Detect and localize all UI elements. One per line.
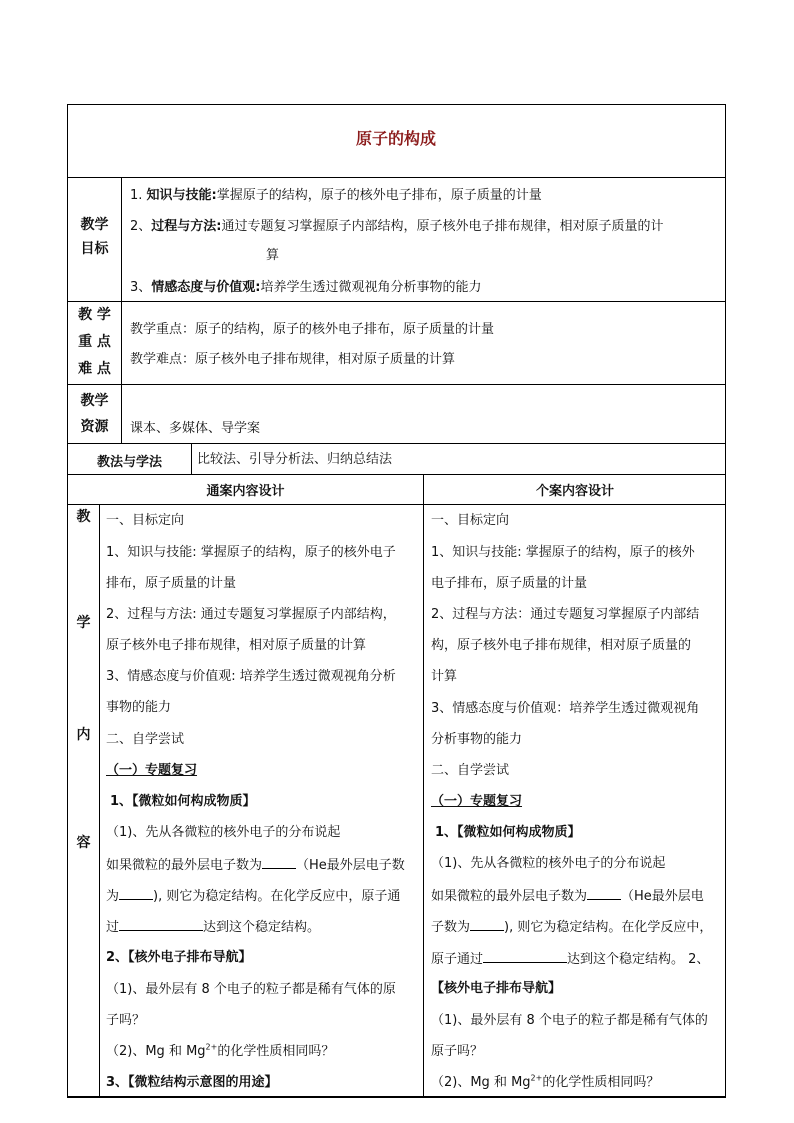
- blank-line: [262, 856, 296, 869]
- objective-item-2-cont: 算: [266, 248, 280, 263]
- key-points-label-line: 重 点: [78, 334, 111, 350]
- objective-item-3: [130, 280, 482, 295]
- left-line: 原子核外电子排布规律，相对原子质量的计算: [106, 638, 367, 653]
- left-line: 二、自学尝试: [106, 732, 185, 747]
- objective-text: 掌握原子的结构，原子的核外电子排布，原子质量的计量: [216, 188, 542, 203]
- superscript: 2+: [530, 1073, 543, 1083]
- objective-number: 1.: [130, 188, 147, 203]
- difficulty-line: 教学难点：原子核外电子排布规律，相对原子质量的计算: [130, 352, 456, 367]
- row-divider: [67, 1096, 726, 1097]
- row-divider: [67, 384, 726, 385]
- left-text: 达到这个稳定结构。: [203, 920, 321, 935]
- right-line: 分析事物的能力: [431, 732, 523, 747]
- objective-text: 培养学生透过微观视角分析事物的能力: [260, 280, 482, 295]
- right-line: （1)、先从各微粒的核外电子的分布说起: [431, 856, 666, 871]
- right-line: 1、知识与技能: 掌握原子的结构，原子的核外: [431, 545, 695, 560]
- left-line: 1、知识与技能: 掌握原子的结构，原子的核外电子: [106, 545, 396, 560]
- left-text: （He最外层电子数: [296, 858, 405, 873]
- left-line: [106, 856, 405, 873]
- right-line: 2、过程与方法：通过专题复习掌握原子内部结: [431, 607, 700, 622]
- left-text: 如果微粒的最外层电子数为: [106, 858, 263, 873]
- key-points-label-line: 难 点: [78, 361, 111, 377]
- right-line: [431, 887, 704, 904]
- objective-heading: 过程与方法:: [151, 219, 222, 234]
- left-text: （2)、Mg 和 Mg: [106, 1044, 206, 1059]
- row-divider: [67, 177, 726, 178]
- left-line: 事物的能力: [106, 700, 172, 715]
- left-line: [106, 887, 400, 904]
- column-divider: [191, 443, 192, 474]
- right-section-heading: （一）专题复习: [431, 794, 523, 809]
- left-section-heading: （一）专题复习: [106, 763, 198, 778]
- left-text: ), 则它为稳定结构。在化学反应中，原子通: [153, 889, 401, 904]
- left-line: [106, 950, 252, 965]
- blank-line: [119, 918, 203, 931]
- left-line: 一、目标定向: [106, 513, 185, 528]
- objective-number: 2、: [130, 219, 152, 234]
- lesson-plan-table: [67, 104, 726, 1098]
- objective-item-1: [130, 188, 542, 203]
- objectives-label-line: 教学: [80, 217, 109, 233]
- row-divider: [67, 443, 726, 444]
- column-divider: [423, 474, 424, 1097]
- resources-text: 课本、多媒体、导学案: [130, 421, 261, 436]
- methods-text: 比较法、引导分析法、归纳总结法: [197, 452, 393, 467]
- objective-heading: 知识与技能:: [146, 188, 217, 203]
- right-line: 二、自学尝试: [431, 763, 510, 778]
- left-item-heading: 【核外电子排布导航】: [128, 950, 252, 965]
- left-line: 2、过程与方法: 通过专题复习掌握原子内部结构，: [106, 607, 396, 622]
- resources-label-line: 教学: [80, 393, 109, 409]
- column-divider: [99, 504, 100, 1097]
- left-text: 的化学性质相同吗？: [217, 1044, 335, 1059]
- row-divider: [67, 474, 726, 475]
- blank-line: [470, 918, 504, 931]
- resources-label: [68, 388, 121, 440]
- objective-heading: 情感态度与价值观:: [151, 280, 261, 295]
- right-text: 达到这个稳定结构。 2、: [567, 952, 710, 967]
- blank-line: [587, 887, 621, 900]
- right-item-number: 1、: [435, 825, 458, 840]
- key-point-line: 教学重点：原子的结构，原子的核外电子排布，原子质量的计量: [130, 322, 495, 337]
- right-line: 3、情感态度与价值观：培养学生透过微观视角: [431, 701, 700, 716]
- right-text: 的化学性质相同吗？: [542, 1075, 660, 1090]
- right-line: [435, 825, 581, 840]
- objective-number: 3、: [130, 280, 152, 295]
- right-item-heading: 【核外电子排布导航】: [431, 981, 562, 996]
- methods-label: 教法与学法: [96, 455, 162, 470]
- left-line: [106, 1075, 278, 1090]
- right-line: （1)、最外层有 8 个电子的粒子都是稀有气体的: [431, 1013, 708, 1028]
- right-line: [431, 918, 712, 935]
- process-side-label: 容: [76, 835, 91, 851]
- row-divider: [67, 301, 726, 302]
- right-text: （He最外层电: [621, 889, 704, 904]
- left-line: [106, 918, 320, 935]
- process-side-label: 内: [76, 727, 91, 743]
- left-item-number: 1、: [110, 794, 133, 809]
- right-line: 构，原子核外电子排布规律，相对原子质量的: [431, 638, 692, 653]
- left-line: 子吗？: [106, 1013, 146, 1028]
- right-line: 计算: [431, 669, 458, 684]
- right-text: 如果微粒的最外层电子数为: [431, 889, 588, 904]
- objective-text: 通过专题复习掌握原子内部结构，原子核外电子排布规律，相对原子质量的计: [221, 219, 664, 234]
- column-divider: [121, 177, 122, 444]
- right-line: 原子吗？: [431, 1044, 484, 1059]
- right-column-header: 个案内容设计: [535, 484, 614, 499]
- blank-line: [119, 887, 153, 900]
- right-line: [431, 950, 709, 967]
- left-line: （1)、最外层有 8 个电子的粒子都是稀有气体的原: [106, 982, 396, 997]
- left-item-heading: 【微粒结构示意图的用途】: [128, 1075, 278, 1090]
- left-line: [106, 1044, 334, 1059]
- right-text: 子数为: [431, 920, 471, 935]
- blank-line: [483, 950, 567, 963]
- row-divider: [67, 504, 726, 505]
- page-title: 原子的构成: [355, 129, 436, 148]
- left-column-header: 通案内容设计: [206, 484, 285, 499]
- objectives-label-line: 目标: [80, 241, 109, 257]
- right-line: 电子排布，原子质量的计量: [431, 576, 588, 591]
- right-text: ), 则它为稳定结构。在化学反应中，: [504, 920, 713, 935]
- left-item-heading: 【微粒如何构成物质】: [132, 794, 256, 809]
- right-line: [431, 1075, 659, 1090]
- key-points-label: [68, 302, 121, 383]
- objective-item-2: [130, 219, 664, 234]
- left-line: 3、情感态度与价值观: 培养学生透过微观视角分析: [106, 669, 396, 684]
- key-points-label-line: 教 学: [78, 307, 111, 323]
- right-text: 原子通过: [431, 952, 484, 967]
- right-line: 一、目标定向: [431, 513, 510, 528]
- left-text: 为: [106, 889, 120, 904]
- right-item-heading: 【微粒如何构成物质】: [457, 825, 581, 840]
- process-side-label: 教: [76, 509, 91, 525]
- right-text: （2)、Mg 和 Mg: [431, 1075, 531, 1090]
- left-text: 过: [106, 920, 120, 935]
- left-line: [110, 794, 256, 809]
- superscript: 2+: [205, 1042, 218, 1052]
- resources-label-line: 资源: [80, 419, 109, 435]
- left-item-number: 2、: [106, 950, 129, 965]
- process-side-label: 学: [76, 615, 91, 631]
- left-item-number: 3、: [106, 1075, 129, 1090]
- left-line: 排布，原子质量的计量: [106, 576, 237, 591]
- left-line: （1)、先从各微粒的核外电子的分布说起: [106, 825, 341, 840]
- objectives-label: [68, 213, 121, 261]
